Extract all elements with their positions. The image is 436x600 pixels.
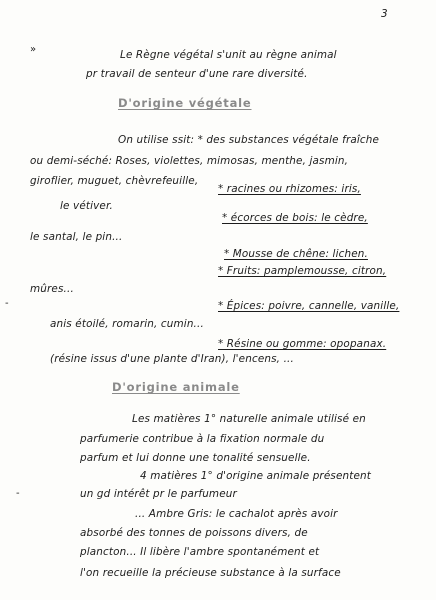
text-line: * racines ou rhizomes: iris,: [218, 183, 361, 195]
text-line: le santal, le pin...: [30, 231, 123, 243]
text-line: Les matières 1° naturelle animale utilisé en: [132, 413, 366, 425]
text-line: * Résine ou gomme: opopanax.: [218, 338, 387, 350]
section-title-vegetale: D'origine végétale: [118, 96, 252, 110]
text-line: le vétiver.: [60, 200, 113, 212]
text-line: ou demi-séché: Roses, violettes, mimosas, menthe, jasmin,: [30, 155, 349, 167]
text-line: On utilise ssit: * des substances végétale fraîche: [118, 134, 380, 146]
text-line: parfum et lui donne une tonalité sensuelle.: [80, 452, 311, 464]
text-line: (résine issus d'une plante d'Iran), l'encens, ...: [50, 353, 294, 365]
text-line: absorbé des tonnes de poissons divers, de: [80, 527, 308, 539]
text-line: * Mousse de chêne: lichen.: [224, 248, 368, 260]
text-line: * écorces de bois: le cèdre,: [222, 212, 368, 224]
text-line: 4 matières 1° d'origine animale présentent: [140, 470, 371, 482]
text-line: * Fruits: pamplemousse, citron,: [218, 265, 387, 277]
text-line: anis étoilé, romarin, cumin...: [50, 318, 204, 330]
text-line: un gd intérêt pr le parfumeur: [80, 488, 237, 500]
margin-mark: »: [30, 44, 37, 55]
text-line: ... Ambre Gris: le cachalot après avoir: [135, 508, 338, 520]
intro-line: pr travail de senteur d'une rare diversité.: [86, 68, 308, 80]
text-line: mûres...: [30, 283, 74, 295]
section-title-animale: D'origine animale: [112, 380, 240, 394]
text-line: * Épices: poivre, cannelle, vanille,: [218, 300, 400, 312]
text-line: giroflier, muguet, chèvrefeuille,: [30, 175, 199, 187]
text-line: plancton... Il libère l'ambre spontanément et: [80, 546, 320, 558]
text-line: l'on recueille la précieuse substance à la surface: [80, 567, 341, 579]
text-line: parfumerie contribue à la fixation normale du: [80, 433, 325, 445]
intro-line: Le Règne végétal s'unit au règne animal: [120, 49, 337, 61]
margin-mark: -: [5, 298, 9, 309]
page-number: 3: [381, 8, 388, 20]
margin-mark: -: [16, 488, 20, 499]
